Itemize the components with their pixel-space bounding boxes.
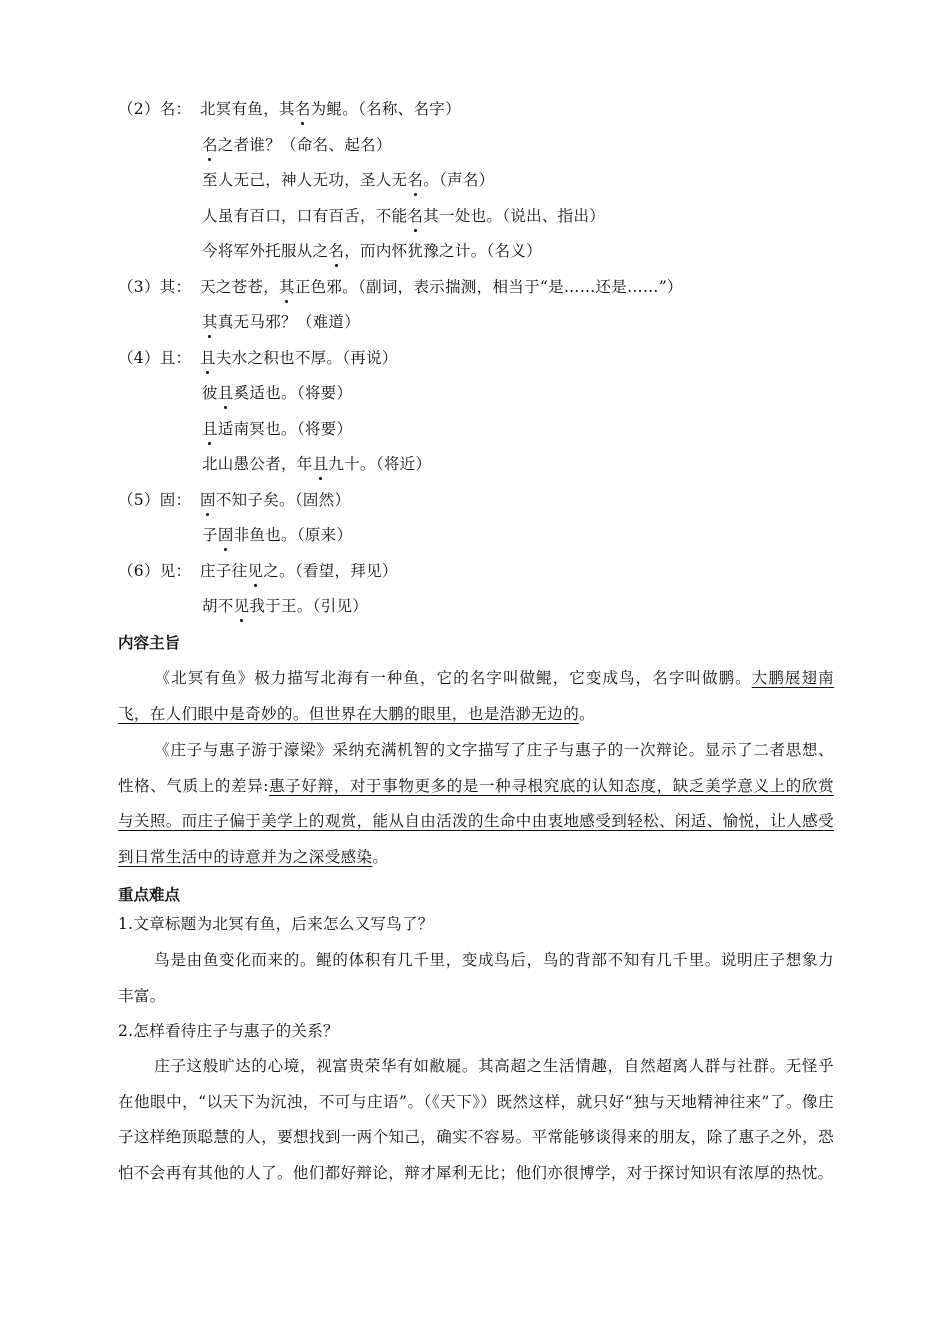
example-pre: 北山愚公者，年 <box>202 455 313 473</box>
vocab-label-qie: （4）且： <box>118 349 192 367</box>
p2-end: 。 <box>372 847 389 866</box>
vocab-entry-qie-4 <box>202 453 431 475</box>
example-post: 奚适也。（将要） <box>233 384 353 402</box>
example-post: 。（声名） <box>423 171 495 189</box>
example-pre: 庄子往 <box>200 562 248 580</box>
vocab-entry-ming-5 <box>202 240 542 262</box>
section-heading-content: 内容主旨 <box>118 634 181 652</box>
content-paragraph-2 <box>118 733 834 875</box>
vocab-label-ming: （2）名： <box>118 100 192 118</box>
vocab-entry-jian-2 <box>202 595 368 617</box>
example-post: 不知子矣。（固然） <box>215 491 351 509</box>
p2-underlined-text: 惠子好辩，对于事物更多的是一种寻根究底的认知态度，缺乏美学意义上的欣赏与关照。而庄子偏于美学上的观赏，能从自由活泼的生命中由衷地感受到轻松、闲适、愉悦，让人感受到日常生活中的诗意并为之深受感染 <box>118 776 834 866</box>
vocab-entry-ming-3 <box>202 169 494 191</box>
keyword-dotted: 名 <box>407 171 424 189</box>
example-pre: 人虽有百口，口有百舌，不能 <box>202 207 408 225</box>
vocab-entry-qie-2 <box>202 382 352 404</box>
vocab-entry-gu-1 <box>118 489 350 511</box>
vocab-label-gu: （5）固： <box>118 491 192 509</box>
keyword-dotted: 其 <box>202 313 218 331</box>
example-post: ，而内怀犹豫之计。（名义） <box>344 242 542 260</box>
keyword-dotted: 固 <box>200 491 216 509</box>
p1-end: 。 <box>579 704 596 723</box>
vocab-entry-jian-1 <box>118 560 398 582</box>
answer-2 <box>118 1049 834 1191</box>
example-pre: 子 <box>202 526 218 544</box>
answer-2-text: 庄子这般旷达的心境，视富贵荣华有如敝屣。其高超之生活情趣，自然超离人群与社群。无怪乎在他眼中，“以天下为沉浊，不可与庄语”。（《天下》）既然这样，就只好“独与天地精神往来”了。像庄子这样绝顶聪慧的人，要想找到一两个知己，确实不容易。平常能够谈得来的朋友，除了惠子之外，恐怕不会再有其他的人了。他们都好辩论，辩才犀利无比；他们亦很博学，对于探讨知识有浓厚的热忱。 <box>118 1057 834 1182</box>
vocab-entry-qi-2 <box>202 311 360 333</box>
vocab-entry-qie-1 <box>118 347 398 369</box>
keyword-dotted: 且 <box>217 384 234 402</box>
content-paragraph-1 <box>118 661 834 732</box>
answer-1 <box>118 943 834 1014</box>
keyword-dotted: 名 <box>407 207 424 225</box>
example-post: 我于王。（引见） <box>249 597 369 615</box>
p2-text: 《庄子与惠子游于濠梁》采纳充满机智的文字描写了庄子与惠子的一次辩论。显示了二者思想、性格、气质上的差异: <box>118 741 834 795</box>
answer-1-text: 鸟是由鱼变化而来的。鲲的体积有几千里，变成鸟后，鸟的背部不知有几千里。说明庄子想象力丰富。 <box>118 951 834 1005</box>
vocab-entry-ming-2 <box>202 134 392 156</box>
keyword-dotted: 见 <box>247 562 264 580</box>
example-post: 其一处也。（说出、指出） <box>423 207 606 225</box>
example-pre: 至人无己，神人无功，圣人无 <box>202 171 408 189</box>
keyword-dotted: 名 <box>328 242 345 260</box>
keyword-dotted: 且 <box>200 349 216 367</box>
vocab-entry-qie-3 <box>202 418 352 440</box>
vocab-label-jian: （6）见： <box>118 562 192 580</box>
example-post: 适南冥也。（将要） <box>217 420 353 438</box>
example-pre: 天之苍苍， <box>200 278 280 296</box>
example-post: 之者谁？（命名、起名） <box>217 136 392 154</box>
keyword-dotted: 且 <box>202 420 218 438</box>
example-pre: 今将军外托服从之 <box>202 242 329 260</box>
example-post: 之。（看望，拜见） <box>263 562 398 580</box>
section-heading-key-points: 重点难点 <box>118 886 181 904</box>
example-post: 九十。（将近） <box>328 455 432 473</box>
vocab-entry-ming-4 <box>202 205 605 227</box>
keyword-dotted: 且 <box>312 455 329 473</box>
vocab-entry-gu-2 <box>202 524 352 546</box>
example-pre: 彼 <box>202 384 218 402</box>
keyword-dotted: 见 <box>233 597 250 615</box>
p1-text: 《北冥有鱼》极力描写北海有一种鱼，它的名字叫做鲲，它变成鸟，名字叫做鹏。 <box>154 669 752 687</box>
keyword-dotted: 其 <box>279 278 295 296</box>
keyword-dotted: 名 <box>202 136 218 154</box>
question-1: 1.文章标题为北冥有鱼，后来怎么又写鸟了？ <box>118 915 434 933</box>
example-pre: 北冥有鱼，其 <box>200 100 295 118</box>
vocab-entry-ming-1 <box>118 98 461 120</box>
example-post: 为鲲。（名称、名字） <box>310 100 461 118</box>
question-2: 2.怎样看待庄子与惠子的关系？ <box>118 1022 339 1040</box>
example-pre: 胡不 <box>202 597 234 615</box>
keyword-dotted: 名 <box>294 100 311 118</box>
example-post: 夫水之积也不厚。（再说） <box>215 349 398 367</box>
keyword-dotted: 固 <box>217 526 234 544</box>
p1-underlined-text: 大鹏展翅南飞，在人们眼中是奇妙的。但世界在大鹏的眼里，也是浩渺无边的 <box>118 669 834 723</box>
example-post: 正色邪。（副词，表示揣测，相当于“是……还是……”） <box>294 278 683 296</box>
example-post: 非鱼也。（原来） <box>233 526 353 544</box>
vocab-label-qi: （3）其： <box>118 278 192 296</box>
example-post: 真无马邪？（难道） <box>217 313 361 331</box>
vocab-entry-qi-1 <box>118 276 683 298</box>
